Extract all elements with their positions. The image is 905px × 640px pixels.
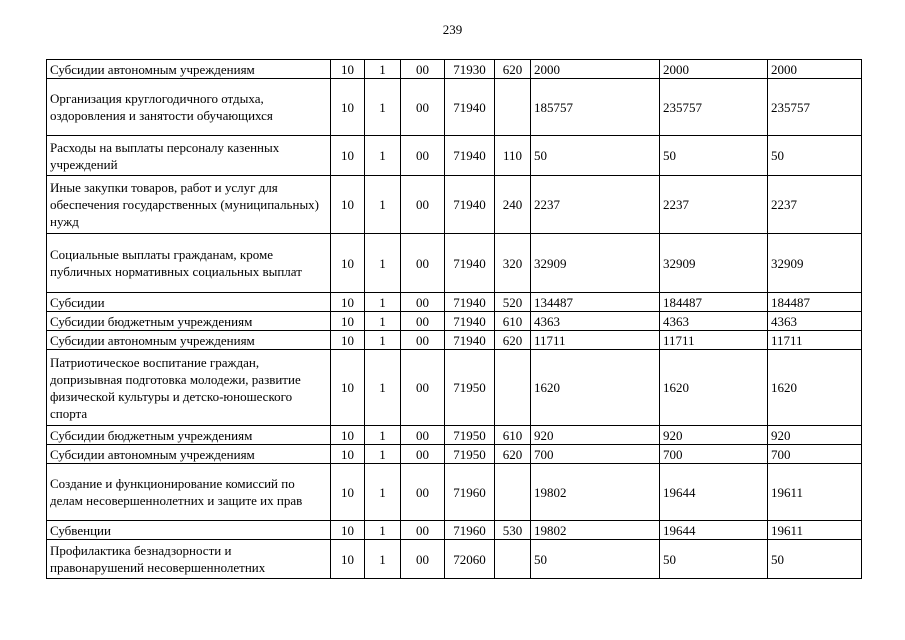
amount-year-1: 185757 (531, 79, 660, 136)
row-name: Субсидии автономным учреждениям (47, 445, 331, 464)
subsection-code: 1 (365, 312, 401, 331)
row-name: Субсидии бюджетным учреждениям (47, 426, 331, 445)
expense-type-code (495, 540, 531, 579)
amount-year-1: 1620 (531, 350, 660, 426)
program-code: 00 (401, 445, 445, 464)
target-code: 71950 (445, 445, 495, 464)
amount-year-2: 4363 (660, 312, 768, 331)
program-code: 00 (401, 312, 445, 331)
target-code: 71940 (445, 234, 495, 293)
amount-year-1: 4363 (531, 312, 660, 331)
target-code: 71960 (445, 464, 495, 521)
amount-year-1: 2000 (531, 60, 660, 79)
expense-type-code: 110 (495, 136, 531, 176)
target-code: 71940 (445, 79, 495, 136)
expense-type-code: 610 (495, 312, 531, 331)
section-code: 10 (331, 293, 365, 312)
row-name: Субсидии автономным учреждениям (47, 60, 331, 79)
program-code: 00 (401, 79, 445, 136)
amount-year-2: 50 (660, 136, 768, 176)
table-row (47, 445, 862, 464)
subsection-code: 1 (365, 60, 401, 79)
target-code: 71930 (445, 60, 495, 79)
table-row (47, 350, 862, 426)
amount-year-3: 2237 (768, 176, 862, 234)
subsection-code: 1 (365, 293, 401, 312)
expense-type-code: 320 (495, 234, 531, 293)
program-code: 00 (401, 426, 445, 445)
section-code: 10 (331, 464, 365, 521)
subsection-code: 1 (365, 445, 401, 464)
expense-type-code (495, 350, 531, 426)
amount-year-1: 11711 (531, 331, 660, 350)
amount-year-3: 184487 (768, 293, 862, 312)
expense-type-code: 620 (495, 60, 531, 79)
row-name: Создание и функционирование комиссий по делам несовершеннолетних и защите их прав (47, 464, 331, 521)
row-name: Субсидии автономным учреждениям (47, 331, 331, 350)
program-code: 00 (401, 60, 445, 79)
target-code: 71940 (445, 176, 495, 234)
expense-type-code (495, 464, 531, 521)
subsection-code: 1 (365, 176, 401, 234)
expense-type-code: 530 (495, 521, 531, 540)
table-row (47, 60, 862, 79)
subsection-code: 1 (365, 540, 401, 579)
expense-type-code: 240 (495, 176, 531, 234)
target-code: 71960 (445, 521, 495, 540)
amount-year-3: 920 (768, 426, 862, 445)
amount-year-2: 1620 (660, 350, 768, 426)
program-code: 00 (401, 540, 445, 579)
expense-type-code: 620 (495, 445, 531, 464)
amount-year-3: 32909 (768, 234, 862, 293)
table-row (47, 234, 862, 293)
amount-year-3: 19611 (768, 464, 862, 521)
subsection-code: 1 (365, 464, 401, 521)
section-code: 10 (331, 60, 365, 79)
section-code: 10 (331, 136, 365, 176)
row-name: Субвенции (47, 521, 331, 540)
section-code: 10 (331, 331, 365, 350)
section-code: 10 (331, 176, 365, 234)
section-code: 10 (331, 540, 365, 579)
subsection-code: 1 (365, 331, 401, 350)
amount-year-1: 50 (531, 136, 660, 176)
target-code: 71950 (445, 350, 495, 426)
subsection-code: 1 (365, 234, 401, 293)
section-code: 10 (331, 426, 365, 445)
table-row (47, 426, 862, 445)
amount-year-2: 19644 (660, 521, 768, 540)
program-code: 00 (401, 464, 445, 521)
program-code: 00 (401, 176, 445, 234)
amount-year-3: 11711 (768, 331, 862, 350)
row-name: Патриотическое воспитание граждан, допризывная подготовка молодежи, развитие физической культуры и детско-юношеского спорта (47, 350, 331, 426)
section-code: 10 (331, 79, 365, 136)
row-name: Профилактика безнадзорности и правонарушений несовершеннолетних (47, 540, 331, 579)
subsection-code: 1 (365, 426, 401, 445)
program-code: 00 (401, 521, 445, 540)
amount-year-1: 19802 (531, 464, 660, 521)
page-number: 239 (442, 22, 463, 37)
row-name: Организация круглогодичного отдыха, оздоровления и занятости обучающихся (47, 79, 331, 136)
amount-year-1: 134487 (531, 293, 660, 312)
amount-year-2: 2000 (660, 60, 768, 79)
program-code: 00 (401, 293, 445, 312)
amount-year-2: 19644 (660, 464, 768, 521)
table-row (47, 136, 862, 176)
amount-year-3: 700 (768, 445, 862, 464)
amount-year-1: 19802 (531, 521, 660, 540)
amount-year-3: 1620 (768, 350, 862, 426)
expense-type-code: 520 (495, 293, 531, 312)
table-row (47, 293, 862, 312)
expense-type-code (495, 79, 531, 136)
expense-type-code: 610 (495, 426, 531, 445)
subsection-code: 1 (365, 350, 401, 426)
amount-year-3: 2000 (768, 60, 862, 79)
target-code: 71940 (445, 293, 495, 312)
row-name: Расходы на выплаты персоналу казенных учреждений (47, 136, 331, 176)
subsection-code: 1 (365, 79, 401, 136)
table-row (47, 79, 862, 136)
amount-year-2: 184487 (660, 293, 768, 312)
program-code: 00 (401, 234, 445, 293)
program-code: 00 (401, 331, 445, 350)
target-code: 71950 (445, 426, 495, 445)
amount-year-1: 700 (531, 445, 660, 464)
amount-year-3: 19611 (768, 521, 862, 540)
amount-year-2: 32909 (660, 234, 768, 293)
subsection-code: 1 (365, 521, 401, 540)
amount-year-3: 4363 (768, 312, 862, 331)
section-code: 10 (331, 312, 365, 331)
row-name: Субсидии бюджетным учреждениям (47, 312, 331, 331)
budget-table (46, 59, 862, 579)
amount-year-1: 2237 (531, 176, 660, 234)
expense-type-code: 620 (495, 331, 531, 350)
amount-year-1: 920 (531, 426, 660, 445)
table-row (47, 331, 862, 350)
amount-year-3: 50 (768, 136, 862, 176)
section-code: 10 (331, 445, 365, 464)
table-row (47, 540, 862, 579)
amount-year-2: 700 (660, 445, 768, 464)
program-code: 00 (401, 136, 445, 176)
target-code: 72060 (445, 540, 495, 579)
table-row (47, 312, 862, 331)
amount-year-3: 235757 (768, 79, 862, 136)
amount-year-2: 11711 (660, 331, 768, 350)
amount-year-1: 50 (531, 540, 660, 579)
amount-year-1: 32909 (531, 234, 660, 293)
target-code: 71940 (445, 136, 495, 176)
amount-year-2: 50 (660, 540, 768, 579)
row-name: Субсидии (47, 293, 331, 312)
target-code: 71940 (445, 312, 495, 331)
target-code: 71940 (445, 331, 495, 350)
amount-year-2: 920 (660, 426, 768, 445)
row-name: Социальные выплаты гражданам, кроме публичных нормативных социальных выплат (47, 234, 331, 293)
table-row (47, 521, 862, 540)
subsection-code: 1 (365, 136, 401, 176)
section-code: 10 (331, 234, 365, 293)
table-row (47, 464, 862, 521)
amount-year-3: 50 (768, 540, 862, 579)
row-name: Иные закупки товаров, работ и услуг для обеспечения государственных (муниципальных) нужд (47, 176, 331, 234)
amount-year-2: 2237 (660, 176, 768, 234)
amount-year-2: 235757 (660, 79, 768, 136)
table-row (47, 176, 862, 234)
section-code: 10 (331, 350, 365, 426)
program-code: 00 (401, 350, 445, 426)
section-code: 10 (331, 521, 365, 540)
